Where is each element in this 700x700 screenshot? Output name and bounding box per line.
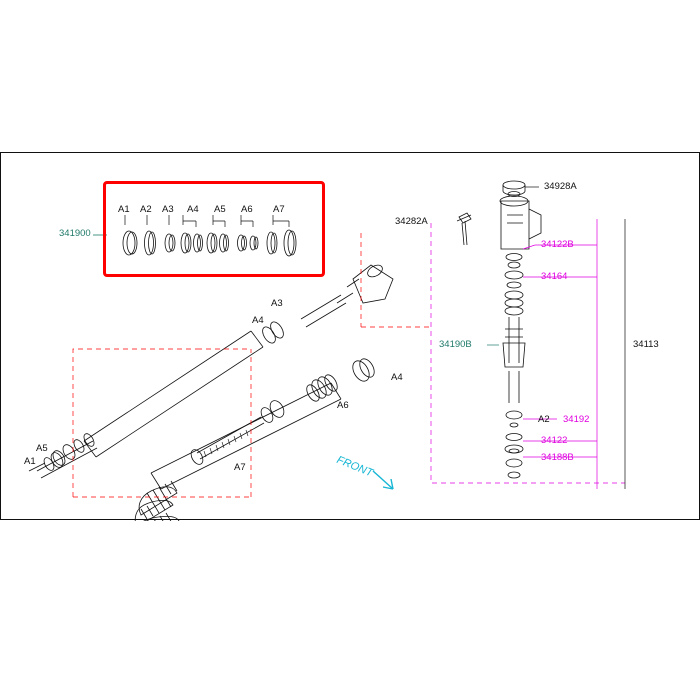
callout-a4-kit: A4 <box>187 204 199 215</box>
callout-a5-left: A5 <box>36 443 48 454</box>
callout-a3-tube: A3 <box>271 298 283 309</box>
callout-a6-rod: A6 <box>337 400 349 411</box>
callout-34282a: 34282A <box>395 216 428 227</box>
callout-34190b: 34190B <box>439 339 472 350</box>
callout-34113: 34113 <box>633 339 659 350</box>
callout-a1-kit: A1 <box>118 204 130 215</box>
tie-rod-assembly <box>29 356 377 521</box>
front-arrow <box>373 471 393 489</box>
callout-34122: 34122 <box>541 435 568 446</box>
callout-a7-kit: A7 <box>273 204 285 215</box>
callout-34188b: 34188B <box>541 452 574 463</box>
callout-a2-kit: A2 <box>140 204 152 215</box>
rack-tube-assembly <box>37 320 286 478</box>
callout-a4-tube: A4 <box>252 315 264 326</box>
callout-a4-rod: A4 <box>391 372 403 383</box>
callout-a7-boot: A7 <box>234 462 246 473</box>
front-label: FRONT <box>334 454 375 480</box>
callout-34164: 34164 <box>541 271 568 282</box>
valve-housing-column <box>459 181 541 478</box>
callout-a5-kit: A5 <box>214 204 226 215</box>
callout-a1-left: A1 <box>24 456 36 467</box>
exploded-diagram <box>0 152 700 520</box>
seal-kit-highlight <box>103 181 325 277</box>
callout-34928a: 34928A <box>544 181 577 192</box>
callout-a2-right: A2 <box>538 414 550 425</box>
callout-34122b: 34122B <box>541 239 574 250</box>
callout-341900: 341900 <box>59 228 91 239</box>
callout-a6-kit: A6 <box>241 204 253 215</box>
callout-34192: 34192 <box>563 414 590 425</box>
callout-a3-kit: A3 <box>162 204 174 215</box>
